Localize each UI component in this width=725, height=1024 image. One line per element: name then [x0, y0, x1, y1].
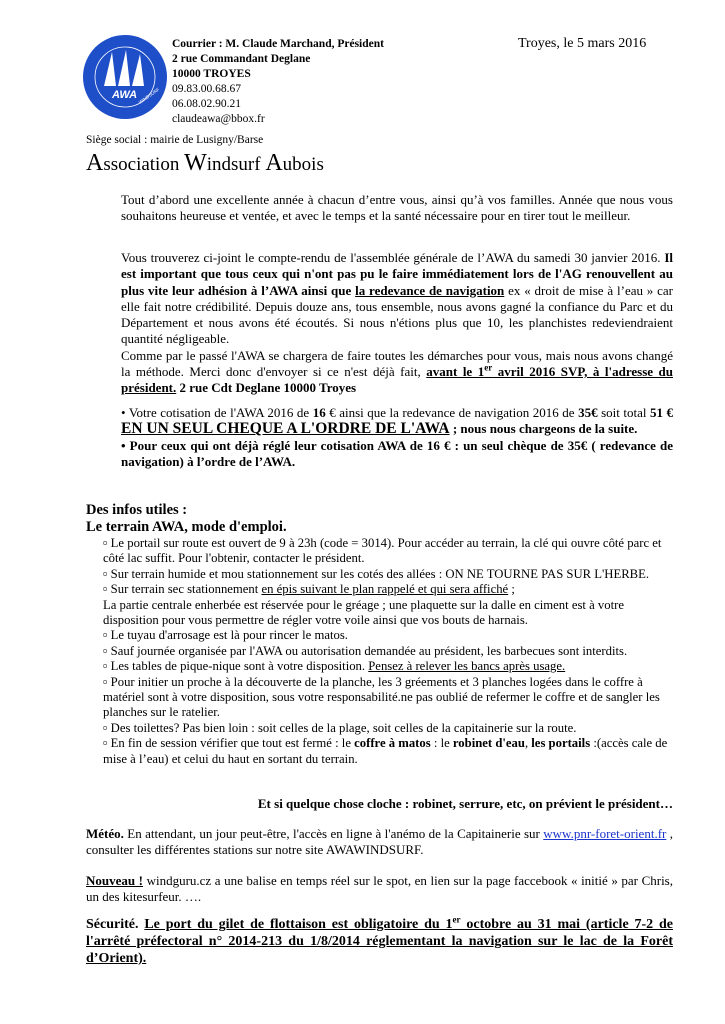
ag-redevance: la redevance de navigation: [355, 282, 505, 298]
ag-t1: Vous trouverez ci-joint le compte-rendu de l'assemblée générale de l’AWA du samedi 30 janvier 2016.: [121, 250, 665, 265]
association-name: [86, 150, 324, 177]
sender-line1: Courrier : M. Claude Marchand, Président: [172, 38, 384, 50]
ag-address: 2 rue Cdt Deglane 10000 Troyes: [176, 380, 357, 396]
sec-u2: octobre au 31 mai (article 7-2 de l'arrêté préfectoral n° 2014-213 du 1/8/2014 réglementant la navigation sur le lac de la Forêt d’Orient).: [86, 917, 673, 966]
ag-deadline-sup: er: [484, 362, 493, 373]
assoc-cap-a2: A: [265, 150, 283, 176]
securite-label: Sécurité.: [86, 917, 139, 932]
i10b1: coffre à matos: [354, 736, 431, 751]
sec-u1: Le port du gilet de flottaison est obligatoire du 1: [144, 917, 453, 932]
ag-t3: Comme par le passé l'AWA se chargera de faire toutes les démarches pour vous, mais nous avons changé la méthode. Merci donc d'envoyer si ce n'est déjà fait,: [121, 347, 673, 380]
nouveau-text: [86, 873, 673, 905]
meteo-paragraph: [86, 826, 673, 858]
list-item: [103, 736, 673, 767]
siege-social: Siège social : mairie de Lusigny/Barse: [86, 134, 264, 146]
cot-b4: ; nous nous chargeons de la suite.: [449, 421, 638, 437]
i3u: en épis suivant le plan rappelé et qui sera affiché: [261, 582, 509, 597]
sender-email: claudeawa@bbox.fr: [172, 113, 265, 125]
cotisation-block: [121, 405, 673, 470]
i10b3: les portails: [531, 736, 591, 751]
cot-b2: 35€: [578, 405, 598, 420]
cotisation-line2: [121, 438, 673, 471]
cotisation-line1: [121, 405, 673, 438]
svg-text:WINDSURF: WINDSURF: [137, 86, 161, 105]
cot-line2: • Pour ceux qui ont déjà réglé leur cotisation AWA de 16 € : un seul chèque de 35€ ( redevance de navigation) à l’ordre de l’AWA.: [121, 437, 673, 469]
i10a: ▫ En fin de session vérifier que tout est fermé : le: [103, 736, 355, 751]
meteo-text: [86, 826, 673, 858]
meteo-label: Météo.: [86, 826, 124, 841]
place-date: Troyes, le 5 mars 2016: [518, 36, 647, 51]
i10e: :(accès cale de mise à l’eau) et celui du haut en sortant du terrain.: [103, 736, 668, 766]
sender-line2: 2 rue Commandant Deglane: [172, 53, 311, 65]
sender-phone2: 06.08.02.90.21: [172, 98, 241, 110]
meteo-t1: En attendant, un jour peut-être, l'accès en ligne à l'anémo de la Capitainerie sur: [123, 826, 544, 841]
intro-paragraph: [121, 192, 673, 225]
assoc-word2: indsurf: [206, 154, 266, 175]
i7u: Pensez à relever les bancs après usage.: [368, 659, 566, 674]
ag-text: [121, 250, 673, 348]
closing-line: Et si quelque chose cloche : robinet, serrure, etc, on prévient le président…: [257, 796, 673, 811]
list-item: ▫ Sur terrain humide et mou stationnement sur les cotés des allées : ON NE TOURNE PAS SUR L'HERBE.: [103, 566, 650, 581]
cot-t2: € ainsi que la redevance de navigation 2016 de: [325, 405, 579, 420]
cot-b1: 16: [312, 405, 326, 420]
assoc-cap-w: W: [184, 150, 207, 176]
ag-paragraph: [121, 250, 673, 397]
i3a: ▫ Sur terrain sec stationnement: [103, 582, 262, 597]
list-item: ▫ Des toilettes? Pas bien loin : soit celles de la plage, soit celles de la capitainerie sur la route.: [103, 720, 577, 735]
sec-sup: er: [452, 914, 461, 925]
ag-t2: ex « droit de mise à l’eau » car elle fait notre crédibilité. Depuis douze ans, tous ensemble, nous avons gagné la confiance du Parc et du Département et nous avons été écoutés. Si nous n'étions plus que 10, les planchistes redeviendraient quantité négligeable.: [121, 282, 674, 347]
list-item: ▫ Le tuyau d'arrosage est là pour rincer le matos.: [103, 628, 348, 643]
assoc-word1: ssociation: [103, 154, 185, 175]
list-item: [103, 659, 673, 674]
sender-line3: 10000 TROYES: [172, 68, 251, 80]
ag-deadline-b: avril 2016 SVP, à l'adresse du président.: [121, 364, 673, 396]
nouveau-paragraph: [86, 873, 673, 905]
nouveau-label: Nouveau !: [86, 873, 144, 888]
intro-text: Tout d’abord une excellente année à chacun d’entre vous, ainsi qu’à vos familles. Année que nous vous souhaitons heureuse et ventée, et avec le temps et la santé nécessaire pour en tirer tout le meilleur.: [121, 192, 673, 224]
list-item: La partie centrale enherbée est réservée pour le gréage ; une plaquette sur la dalle en ciment est à votre disposition pour vous permettre de régler votre voile ainsi que vos bouts de harnais.: [103, 597, 624, 628]
infos-title: Des infos utiles :: [86, 502, 188, 518]
list-item: ▫ Sauf journée organisée par l'AWA ou autorisation demandée au président, les barbecues sont interdits.: [103, 643, 628, 658]
cot-t1: • Votre cotisation de l'AWA 2016 de: [121, 405, 313, 420]
assoc-cap-a: A: [86, 150, 104, 176]
assoc-word3: ubois: [282, 154, 324, 175]
i7a: ▫ Les tables de pique-nique sont à votre disposition.: [103, 659, 369, 674]
i10d: ,: [524, 736, 532, 751]
cot-t3: soit total: [597, 405, 650, 420]
nouveau-body: windguru.cz a une balise en temps réel sur le spot, en lien sur la page faccebook « initié » par Chris, un des kitesurfeur. ….: [86, 873, 673, 905]
cot-b3: 51 €: [649, 405, 673, 420]
meteo-t2: , consulter les différentes stations sur notre site AWAWINDSURF.: [86, 826, 673, 858]
i3b: ;: [508, 582, 515, 597]
pnr-link[interactable]: www.pnr-foret-orient.fr: [543, 826, 667, 841]
securite-paragraph: [86, 916, 673, 967]
ag-b1: Il est important que tous ceux qui n'ont pas pu le faire immédiatement lors de l'AG renouvellent au plus vite leur adhésion à l’AWA ainsi que: [121, 250, 673, 298]
awa-logo: [82, 34, 168, 120]
terrain-list: [103, 536, 673, 767]
sender-block: [172, 37, 384, 127]
i10c: : le: [430, 736, 453, 751]
terrain-title: Le terrain AWA, mode d'emploi.: [86, 519, 287, 535]
list-item: [103, 582, 673, 597]
ag-method: [121, 348, 673, 397]
securite-rule: [86, 914, 673, 966]
cot-cheque: EN UN SEUL CHEQUE A L'ORDRE DE L'AWA: [121, 420, 450, 438]
svg-text:AWA: AWA: [112, 89, 138, 101]
list-item: ▫ Pour initier un proche à la découverte de la planche, les 3 gréements et 3 planches logées dans le coffre à matériel sont à votre disposition, sous votre responsabilité.ne pas oublié de refermer le coffre et de sangler les planches sur le ratelier.: [103, 674, 660, 720]
sender-phone1: 09.83.00.68.67: [172, 83, 241, 95]
securite-text: [86, 916, 673, 967]
ag-deadline-a: avant le 1: [426, 364, 485, 380]
i10b2: robinet d'eau: [452, 736, 525, 751]
list-item: ▫ Le portail sur route est ouvert de 9 à 23h (code = 3014). Pour accéder au terrain, la clé qui ouvre côté parc et côté lac suffit. Pour l'obtenir, contacter le président.: [103, 536, 662, 566]
